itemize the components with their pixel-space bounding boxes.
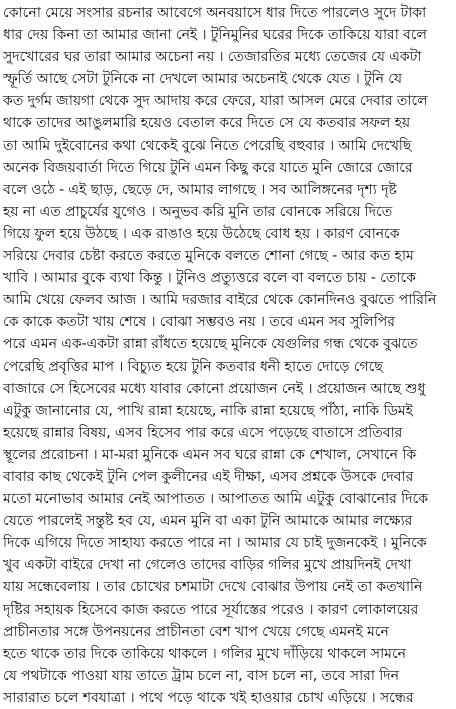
text-line: কত দুর্গম জায়গা থেকে সুদ আদায় করে ফেরে, যারা আসল মেরে দেবার তালে (3, 93, 428, 110)
text-line: পরে এমন এক-একটা রান্না রাঁধতে হয়েছে মুনিকে যেগুলির গন্ধ থেকে বুঝতে (3, 336, 418, 353)
text-line: খাবি । আমার বুকে ব্যথা কিন্তু । টুনিও প্রত্যুত্তরে বলে বা বলতে চায় - তোকে (3, 270, 416, 287)
text-line: যায় সন্ধেবেলায় । তার চোখের চশমাটা দেখে বোঝার উপায় নেই তা কতখানি (3, 579, 423, 596)
text-line: স্ফূর্তি আছে সেটা টুনিকে না দেখলে আমার অচেনাই থেকে যেত । টুনি যে (3, 71, 403, 88)
text-line: এটুকু জানানোর যে, পাখি রান্না হয়েছে, নাকি রান্না হয়েছে পাঁঠা, নাকি ডিমই (3, 402, 413, 419)
text-line: যেতে পারলেই সন্তুষ্ট হব যে, এমন মুনি বা একা টুনি আমাকে আমার লক্ষ্যের (3, 513, 413, 530)
text-line: দিকে এগিয়ে দিতে সাহায্য করতে পারে না । আমার যে চাই দুজনকেই । মুনিকে (3, 535, 427, 552)
text-line: আমি খেয়ে ফেলব আজ । আমি দরজার বাইরে থেকে কোনদিনও বুঝতে পারিনি (3, 292, 437, 309)
text-line: প্রাচীনতার সঙ্গে উপনয়নের প্রাচীনতা বেশ খাপ খেয়ে গেছে এমনই মনে (3, 623, 389, 640)
text-line: হয়েছে রান্নার বিষয়, এসব হিসেব পার করে এসে পড়েছে বাতাসে প্রতিবার (3, 424, 403, 441)
text-line: ধার দেয় কিনা তা আমার জানা নেই । টুনিমুনির ঘরের দিকে তাকিয়ে যারা বলে (3, 27, 427, 44)
text-line: পেরেছি প্রবৃত্তির মাপ । বিচ্যুত হয়ে টুনি কতবার ধনী হাতে দোড়ে গেছে (3, 358, 383, 375)
text-line: দৃষ্টির সহায়ক হিসেবে কাজ করতে পারে সূর্যাস্তের পরেও । কারণ লোকালয়ের (3, 601, 419, 618)
text-line: গিয়ে ফুল হয়ে উঠছে । এক রাঙাও হয়ে উঠেছে বোধ হয় । কারণ বোনকে (3, 225, 400, 242)
text-line: হতে থাকে তার দিকে তাকিয়ে থাকলে । গলির মুখে দাঁড়িয়ে থাকলে সামনে (3, 645, 406, 662)
text-line: খুব একটা বাইরে দেখা না গেলেও তাদের বাড়ির গলির মুখে প্রায়দিনই দেখা (3, 557, 412, 574)
text-line: যে পথটাকে পাওয়া যায় তাতে ট্রাম চলে না, বাস চলে না, তবে সারা দিন (3, 667, 399, 684)
text-line: হয় না এত প্রাচুর্যের যুগেও । অনুভব করি মুনি তার বোনকে সরিয়ে দিতে (3, 203, 393, 220)
text-line: থাকে তাদের আঙুলমারি হয়েও বেতাল করে দিতে সে যে কতবার সফল হয় (3, 115, 411, 132)
text-line: তা আমি দুইবোনের কথা থেকেই বুঝে নিতে পেরেছি বহুবার । আমি দেখেছি (3, 137, 412, 154)
text-line: মতো মনোভাব আমার নেই আপাতত । আপাতত আমি এটুকু বোঝানোর দিকে (3, 491, 428, 508)
text-line: কে কাকে কতটা খায় শেষে । বোঝা সম্ভবও নয় । তবে এমন সব সুলিপির (3, 314, 395, 331)
text-line: সারারাত চলে শবযাত্রা । পথে পড়ে থাকে খই হাওয়ার চোখ এড়িয়ে । সন্ধের (3, 689, 414, 706)
text-line: বাজারে সে হিসেবের মধ্যে যাবার কোনো প্রয়োজন নেই । প্রয়োজন আছে শুধু (3, 380, 426, 397)
text-line: স্থূলের প্ররোচনা । মা-মরা মুনিকে এমন সব ঘরে রান্না কে শেখাল, সেখানে কি (3, 446, 417, 463)
text-line: বলে ওঠে - এই ছাড়, ছেড়ে দে, আমার লাগছে । সব আলিঙ্গনের দৃশ্য দৃষ্ট (3, 181, 397, 198)
text-line: বাবার কাছ থেকেই টুনি পেল কুলীনের এই দীক্ষা, এসব প্রশ্নকে উসকে দেবার (3, 468, 414, 485)
text-line: সুদখোরের ঘর তারা আমার অচেনা নয় । তেজারতির মধ্যে তেজের যে একটা (3, 49, 422, 66)
text-line: অনেক বিজয়বার্তা দিতে গিয়ে টুনি এমন কিছু করে যাতে মুনি জোরে জোরে (3, 159, 413, 176)
text-line: কোনো মেয়ে সংসার রচনার আবেগে অনবয়াসে ধার দিতে পারলেও সুদে টাকা (3, 5, 427, 21)
text-line: সরিয়ে দেবার চেষ্টা করতে করতে মুনিকে বলতে শোনা গেছে - আর কত হাম (3, 248, 414, 265)
body-text (3, 2, 453, 709)
